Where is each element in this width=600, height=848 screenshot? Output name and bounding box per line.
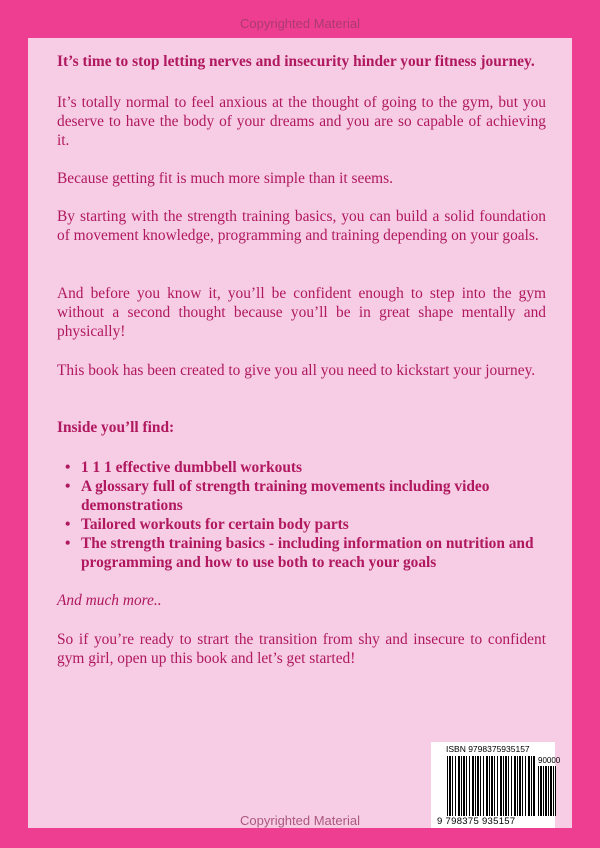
closing-paragraph: So if you’re ready to strart the transition from shy and insecure to confident gym girl, open up this book and let’s get started!: [57, 631, 546, 667]
watermark-bottom: Copyrighted Material: [240, 813, 360, 828]
addon-barcode-bars: [538, 766, 556, 816]
price-code: 90000: [538, 756, 561, 765]
list-item: • A glossary full of strength training movements including video demonstrations: [65, 477, 546, 515]
features-list: [65, 458, 546, 572]
watermark-top: Copyrighted Material: [240, 16, 360, 31]
list-item: • The strength training basics - including information on nutrition and programming and how to use both to reach your goals: [65, 534, 546, 572]
paragraph: Because getting fit is much more simple than it seems.: [57, 170, 393, 187]
ean-digits: 9 798375 935157: [437, 816, 516, 827]
paragraph: And before you know it, you’ll be confident enough to step into the gym without a second thought because you’ll be in great shape mentally and physically!: [57, 285, 546, 340]
barcode-bars: [447, 756, 535, 816]
and-more-text: And much more..: [57, 592, 162, 609]
paragraph: It’s totally normal to feel anxious at the thought of going to the gym, but you deserve to have the body of your dreams and you are so capable of achieving it.: [57, 94, 546, 149]
isbn-label: ISBN 9798375935157: [446, 744, 530, 754]
paragraph: By starting with the strength training basics, you can build a solid foundation of movement knowledge, programming and training depending on your goals.: [57, 208, 546, 244]
inside-heading: Inside you’ll find:: [57, 419, 175, 436]
headline: It’s time to stop letting nerves and insecurity hinder your fitness journey.: [57, 53, 535, 70]
paragraph: This book has been created to give you all you need to kickstart your journey.: [57, 362, 536, 379]
list-item: • 1 1 1 effective dumbbell workouts: [65, 458, 546, 477]
list-item: • Tailored workouts for certain body parts: [65, 515, 546, 534]
